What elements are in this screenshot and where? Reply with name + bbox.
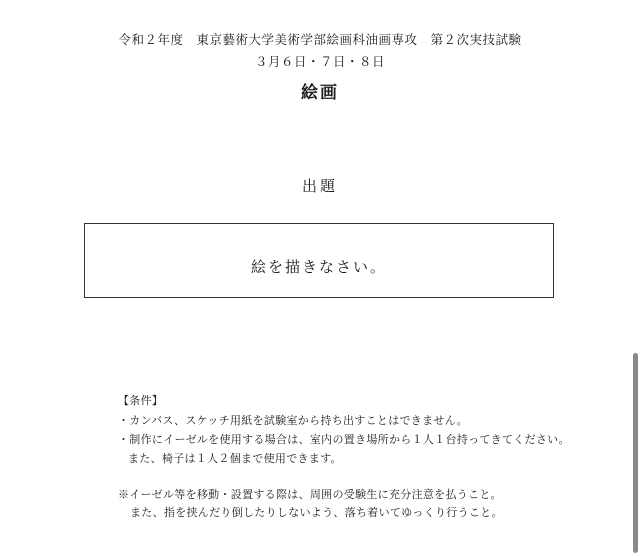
condition-note: また、指を挟んだり倒したりしないよう、落ち着いてゆっくり行うこと。	[130, 506, 503, 519]
question-text: 絵を描きなさい。	[250, 258, 387, 276]
subject-title: 絵画	[301, 83, 339, 103]
exam-dates: ３月６日・７日・８日	[254, 54, 385, 69]
question-heading: 出題	[301, 177, 338, 195]
condition-item: ・制作にイーゼルを使用する場合は、室内の置き場所から１人１台持ってきてください。	[118, 433, 570, 446]
condition-item: また、椅子は１人２個まで使用できます。	[128, 452, 342, 465]
exam-title: 令和２年度 東京藝術大学美術学部絵画科油画専攻 第２次実技試験	[118, 32, 522, 47]
condition-item: ・カンバス、スケッチ用紙を試験室から持ち出すことはできません。	[118, 414, 468, 427]
scrollbar[interactable]	[632, 0, 640, 556]
question-box	[84, 223, 554, 298]
scrollbar-thumb[interactable]	[633, 353, 638, 553]
condition-note: ※イーゼル等を移動・設置する際は、周囲の受験生に充分注意を払うこと。	[118, 488, 502, 501]
conditions-heading: 【条件】	[118, 394, 164, 407]
